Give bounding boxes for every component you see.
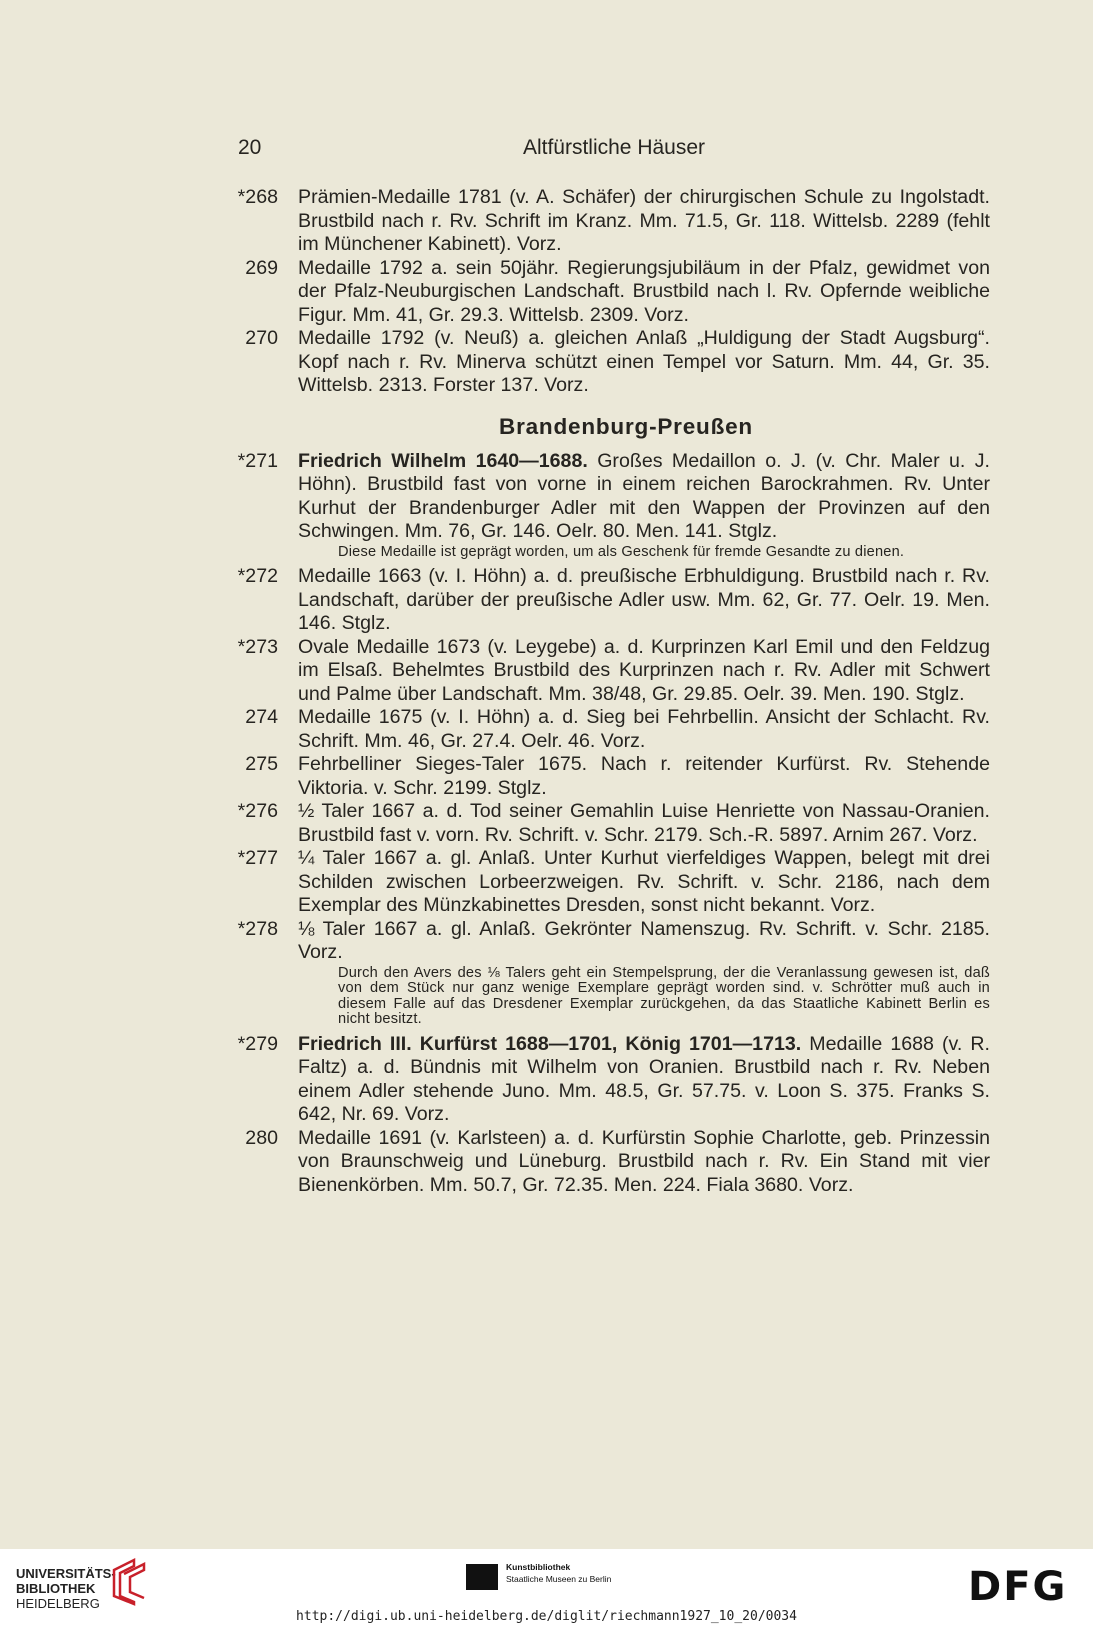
ub-mark-icon (110, 1556, 148, 1606)
entries-top (222, 186, 990, 398)
entry-text (298, 918, 990, 964)
entry-text (298, 847, 990, 916)
running-title: Altfürstliche Häuser (522, 136, 706, 159)
entry-number: *271 (237, 449, 278, 472)
entry-description: Medaille 1792 (v. Neuß) a. gleichen Anlaß „Huldigung der Stadt Augsburg“. Kopf nach r. Rv. Minerva schützt einen Tempel vor Saturn. Mm. 44, Gr. 35. Wittelsb. 2313. Forster 137. Vorz. (298, 327, 990, 396)
entry-description: ¼ Taler 1667 a. gl. Anlaß. Unter Kurhut vierfeldiges Wappen, belegt mit drei Schilden zwischen Lorbeerzweigen. Rv. Schrift. v. Schr. 2186, nach dem Exemplar des Münzkabinettes Dresden, sonst nicht bekannt. Vorz. (298, 847, 990, 916)
entry-text (298, 186, 990, 255)
entry-number: *276 (237, 800, 278, 822)
catalog-entry (222, 1033, 990, 1127)
catalog-entry (222, 450, 990, 561)
ub-line1: UNIVERSITÄTS- (16, 1566, 116, 1581)
entry-number: *277 (237, 847, 278, 869)
kb-square-icon (466, 1564, 498, 1590)
entry-note: Diese Medaille ist geprägt worden, um als Geschenk für fremde Gesandte zu dienen. (338, 543, 905, 560)
section-heading: Brandenburg-Preußen (499, 413, 753, 439)
entry-text (298, 565, 990, 634)
kb-text (506, 1561, 611, 1585)
entry-text (298, 1033, 990, 1126)
entry-number: *268 (237, 186, 278, 208)
kb-line1: Kunstbibliothek (506, 1562, 571, 1572)
entry-description: Medaille 1663 (v. I. Höhn) a. d. preußische Erbhuldigung. Brustbild nach r. Rv. Landschaft, darüber der preußische Adler usw. Mm. 62, Gr. 77. Oelr. 19. Men. 146. Stglz. (298, 565, 990, 634)
entry-text (298, 257, 990, 326)
catalog-entry (222, 327, 990, 398)
entry-text (298, 753, 990, 799)
permalink-url[interactable]: http://digi.ub.uni-heidelberg.de/diglit/riechmann1927_10_20/0034 (296, 1609, 797, 1624)
catalog-entry (222, 753, 990, 800)
dfg-logo[interactable]: DFG (968, 1564, 1068, 1610)
entry-number: 274 (245, 706, 278, 728)
kb-line2: Staatliche Museen zu Berlin (506, 1574, 612, 1584)
catalog-entry (222, 800, 990, 847)
entry-number: 270 (245, 327, 278, 349)
entry-description: Ovale Medaille 1673 (v. Leygebe) a. d. Kurprinzen Karl Emil und den Feldzug im Elsaß. Behelmtes Brustbild des Kurprinzen nach r. Rv. Adler mit Schwert und Palme über Landschaft. Mm. 38/48, Gr. 29.85. Oelr. 39. Men. 190. Stglz. (298, 635, 990, 705)
catalog-entry (222, 1127, 990, 1198)
entry-description: Medaille 1675 (v. I. Höhn) a. d. Sieg bei Fehrbellin. Ansicht der Schlacht. Rv. Schrift. Mm. 46, Gr. 27.4. Oelr. 46. Vorz. (298, 706, 990, 752)
entry-number: *279 (237, 1032, 278, 1055)
catalog-entry (222, 565, 990, 636)
entry-description: Fehrbelliner Sieges-Taler 1675. Nach r. reitender Kurfürst. Rv. Stehende Viktoria. v. Schr. 2199. Stglz. (298, 753, 990, 799)
entry-text (298, 327, 990, 396)
catalog-content (222, 186, 990, 1197)
entry-description: ½ Taler 1667 a. d. Tod seiner Gemahlin Luise Henriette von Nassau-Oranien. Brustbild fast v. vorn. Rv. Schrift. v. Schr. 2179. Sch.-R. 5897. Arnim 267. Vorz. (298, 800, 990, 846)
ub-line3: HEIDELBERG (16, 1596, 100, 1611)
entry-number: *278 (237, 917, 278, 940)
entry-ruler-heading: Friedrich III. Kurfürst 1688—1701, König 1701—1713. (298, 1032, 802, 1055)
entry-text (298, 636, 990, 705)
entry-number: 280 (245, 1126, 278, 1149)
ub-line2: BIBLIOTHEK (16, 1581, 96, 1596)
entry-text (298, 450, 990, 543)
entry-number: 275 (245, 753, 278, 775)
entry-description: Medaille 1688 (v. R. Faltz) a. d. Bündnis mit Wilhelm von Oranien. Brustbild nach r. Rv. Neben einem Adler stehende Juno. Mm. 48.5, Gr. 57.75. v. Loon S. 375. Franks S. 642, Nr. 69. Vorz. (298, 1032, 990, 1125)
entry-description: Medaille 1792 a. sein 50jähr. Regierungsjubiläum in der Pfalz, gewidmet von der Pfalz-Neuburgischen Landschaft. Brustbild nach l. Rv. Opfernde weibliche Figur. Mm. 41, Gr. 29.3. Wittelsb. 2309. Vorz. (298, 256, 990, 326)
catalog-entry (222, 186, 990, 257)
ub-heidelberg-logo[interactable] (16, 1566, 116, 1611)
catalog-entry (222, 257, 990, 328)
entry-number: *273 (237, 635, 278, 658)
entry-description: Medaille 1691 (v. Karlsteen) a. d. Kurfürstin Sophie Charlotte, geb. Prinzessin von Braunschweig und Lüneburg. Brustbild nach r. Rv. Ein Stand mit vier Bienenkörben. Mm. 50.7, Gr. 72.35. Men. 224. Fiala 3680. Vorz. (298, 1126, 990, 1196)
page-header (238, 136, 950, 166)
entries-section (222, 450, 990, 1198)
entry-note: Durch den Avers des ⅛ Talers geht ein Stempelsprung, der die Veranlassung gewesen ist, daß von dem Stück nur ganz wenige Exemplare geprägt worden sind. v. Schrötter muß auch in diesem Falle auf das Dresdener Exemplar zurückgehen, da das Staatliche Kabinett Berlin es nicht besitzt. (338, 964, 990, 1027)
entry-text (298, 1127, 990, 1196)
entry-text (298, 706, 990, 752)
entry-ruler-heading: Friedrich Wilhelm 1640—1688. (298, 449, 588, 472)
catalog-entry (222, 918, 990, 1028)
page-number: 20 (238, 136, 262, 159)
catalog-entry (222, 636, 990, 707)
catalog-entry (222, 706, 990, 753)
entry-description: ⅛ Taler 1667 a. gl. Anlaß. Gekrönter Namenszug. Rv. Schrift. v. Schr. 2185. Vorz. (298, 917, 990, 963)
entry-description: Prämien-Medaille 1781 (v. A. Schäfer) der chirurgischen Schule zu Ingolstadt. Brustbild nach r. Rv. Schrift im Kranz. Mm. 71.5, Gr. 118. Wittelsb. 2289 (fehlt im Münchener Kabinett). Vorz. (298, 186, 990, 255)
entry-description: Großes Medaillon o. J. (v. Chr. Maler u. J. Höhn). Brustbild fast von vorne in einem reichen Barockrahmen. Rv. Unter Kurhut der Brandenburger Adler mit den Wappen der Provinzen auf den Schwingen. Mm. 76, Gr. 146. Oelr. 80. Men. 141. Stglz. (298, 449, 990, 542)
entry-number: *272 (237, 565, 278, 587)
entry-text (298, 800, 990, 846)
catalog-entry (222, 847, 990, 918)
entry-number: 269 (245, 256, 278, 279)
